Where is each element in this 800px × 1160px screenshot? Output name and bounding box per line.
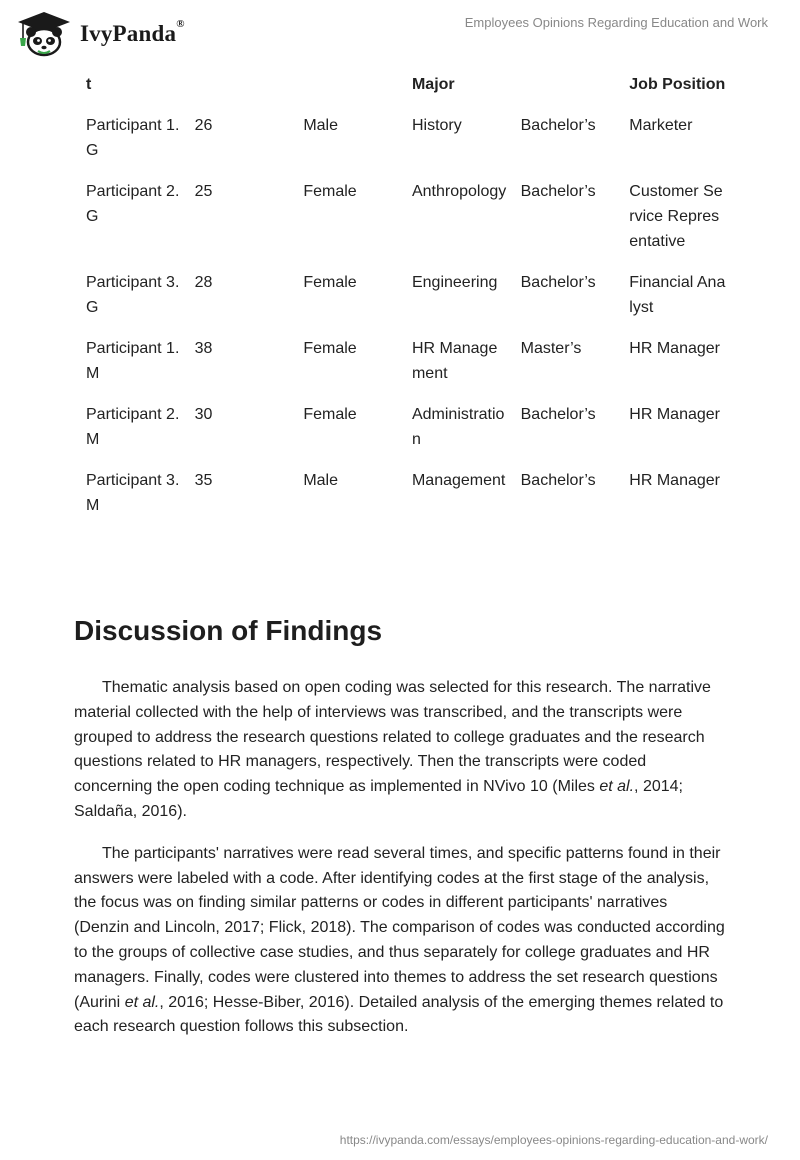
major-cell: History <box>411 117 462 134</box>
brand-name: IvyPanda® <box>80 18 185 46</box>
job-position-cell: HR Manager <box>629 340 720 357</box>
major-cell: HR Management <box>411 340 498 382</box>
major-cell: Anthropology <box>411 183 507 200</box>
participants-table <box>74 62 726 526</box>
column-header: t <box>86 76 92 93</box>
age-cell: 26 <box>194 117 213 134</box>
table-row <box>74 105 726 171</box>
job-position-cell: Customer Service Representative <box>629 183 723 250</box>
gender-cell: Female <box>303 274 357 291</box>
paragraph: The participants' narratives were read several times, and specific patterns found in their answers were labeled with a code. After identifying codes at the first stage of the analysis, the focus was on finding similar patterns or codes in different participants' narratives (Denzin and Lincoln, 2017; Flick, 2018). The comparison of codes was conducted according to the groups of collective case studies, and thus separately for college graduates and HR managers. Finally, codes were clustered into themes to address the set research questions (Aurini et al., 2016; Hesse-Biber, 2016). Detailed analysis of the emerging themes related to each research question follows this subsection. <box>74 844 725 1036</box>
column-header: Job Position <box>629 76 726 93</box>
degree-cell: Bachelor’s <box>520 472 596 489</box>
column-header <box>291 62 400 105</box>
gender-cell: Female <box>303 183 357 200</box>
registered-mark: ® <box>176 18 185 30</box>
major-cell: Management <box>411 472 506 489</box>
participant-cell: Participant 2.G <box>86 183 180 225</box>
degree-cell: Bachelor’s <box>520 117 596 134</box>
participant-cell: Participant 1.M <box>86 340 180 382</box>
job-position-cell: Financial Analyst <box>629 274 726 316</box>
gender-cell: Female <box>303 406 357 423</box>
age-cell: 25 <box>194 183 213 200</box>
participant-cell: Participant 1.G <box>86 117 180 159</box>
job-position-cell: Marketer <box>629 117 693 134</box>
panda-graduate-icon <box>14 10 74 58</box>
participant-cell: Participant 2.M <box>86 406 180 448</box>
running-title: Employees Opinions Regarding Education and Work <box>464 15 768 30</box>
source-url-link[interactable]: https://ivypanda.com/essays/employees-opinions-regarding-education-and-work/ <box>339 1133 768 1147</box>
gender-cell: Male <box>303 117 338 134</box>
table-row <box>74 171 726 262</box>
age-cell: 28 <box>194 274 213 291</box>
participant-cell: Participant 3.M <box>86 472 180 514</box>
table-row <box>74 262 726 328</box>
table-row <box>74 460 726 526</box>
section-heading: Discussion of Findings <box>74 615 383 646</box>
age-cell: 38 <box>194 340 213 357</box>
degree-cell: Bachelor’s <box>520 274 596 291</box>
age-cell: 30 <box>194 406 213 423</box>
section-body <box>74 676 726 1057</box>
degree-cell: Bachelor’s <box>520 183 596 200</box>
major-cell: Administration <box>411 406 505 448</box>
degree-cell: Bachelor’s <box>520 406 596 423</box>
gender-cell: Female <box>303 340 357 357</box>
column-header <box>183 62 292 105</box>
table-header-row <box>74 62 726 105</box>
degree-cell: Master’s <box>520 340 582 357</box>
major-cell: Engineering <box>411 274 498 291</box>
job-position-cell: HR Manager <box>629 472 720 489</box>
paragraph: Thematic analysis based on open coding was selected for this research. The narrative material collected with the help of interviews was transcribed, and the transcripts were grouped to address the research questions related to college graduates and the research questions related to HR managers, respectively. Then the transcripts were coded concerning the open coding technique as implemented in NVivo 10 (Miles et al., 2014; Saldaña, 2016). <box>74 679 711 820</box>
age-cell: 35 <box>194 472 213 489</box>
job-position-cell: HR Manager <box>629 406 720 423</box>
table-row <box>74 394 726 460</box>
gender-cell: Male <box>303 472 338 489</box>
table-row <box>74 328 726 394</box>
brand-logo[interactable] <box>14 10 185 58</box>
column-header <box>509 62 618 105</box>
participant-cell: Participant 3.G <box>86 274 180 316</box>
column-header: Major <box>411 76 455 93</box>
